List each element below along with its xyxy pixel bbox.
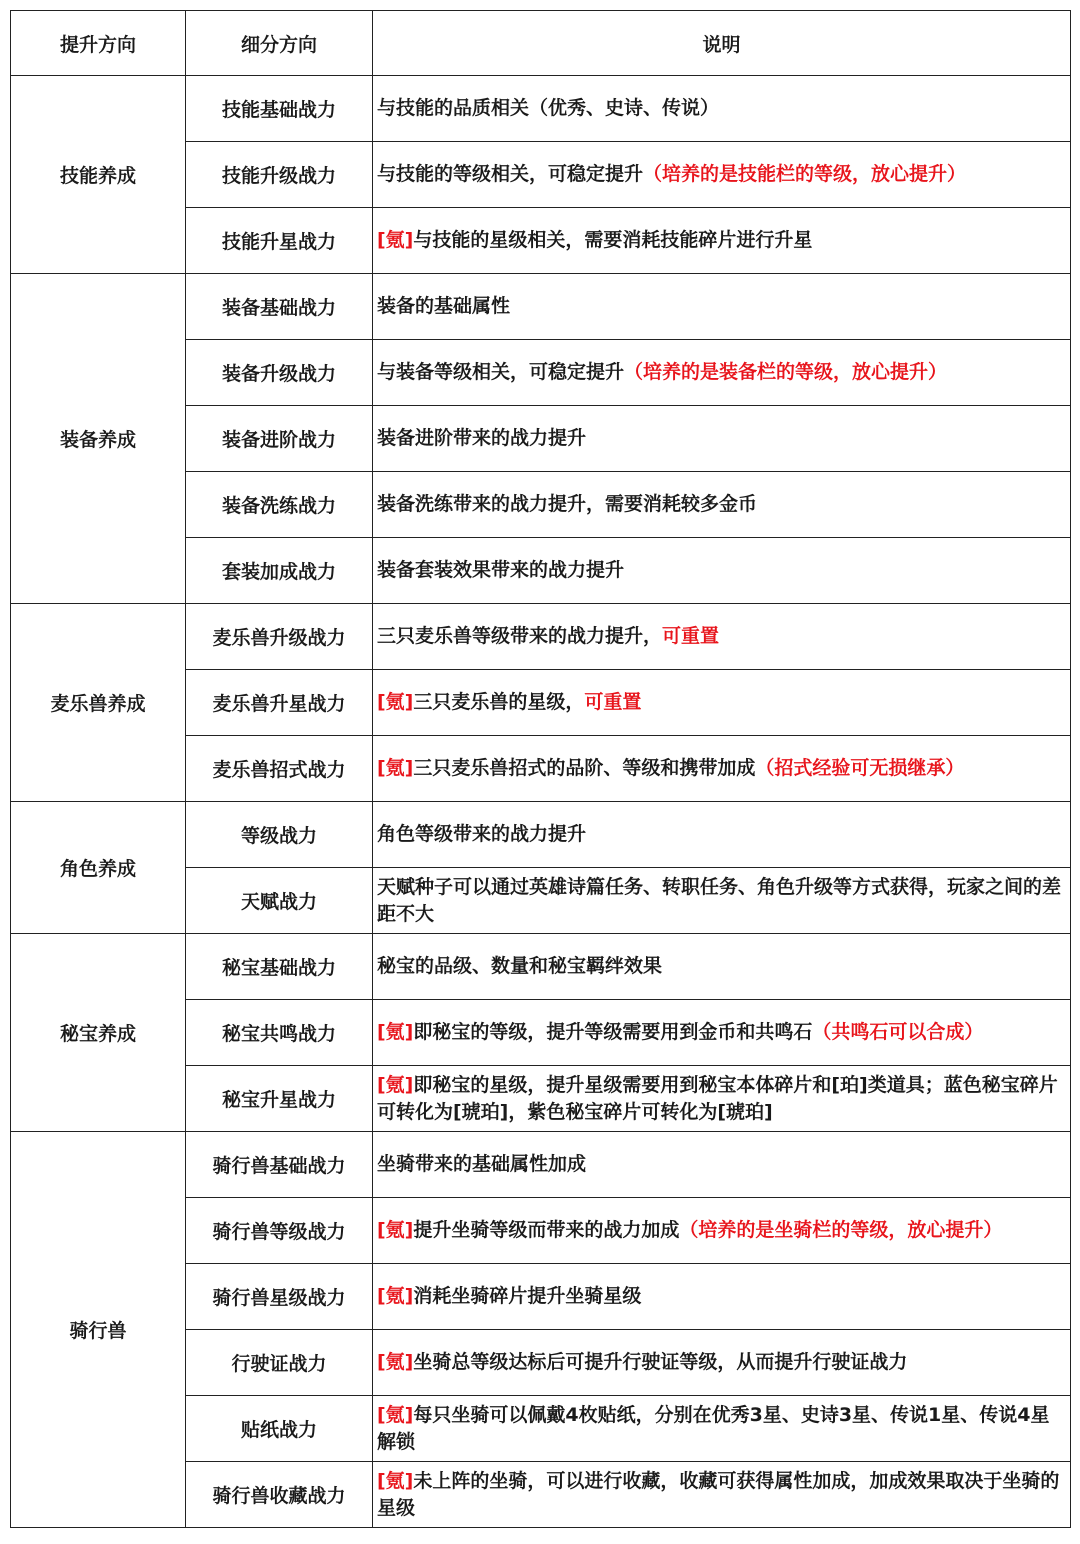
highlight-text: [氪] [377,757,414,779]
sub-direction-cell: 装备升级战力 [186,340,373,406]
highlight-text: 可重置 [662,625,720,647]
highlight-text: 可重置 [584,691,642,713]
description-text: 每只坐骑可以佩戴4枚贴纸，分别在优秀3星、史诗3星、传说1星、传说4星解锁 [377,1403,1050,1453]
description-text: 与技能的品质相关（优秀、史诗、传说） [377,97,720,119]
description-text: 装备套装效果带来的战力提升 [377,559,625,581]
description-cell [373,868,1071,934]
table-row [11,802,1071,868]
description-cell [373,1066,1071,1132]
sub-direction-cell: 秘宝共鸣战力 [186,1000,373,1066]
description-cell [373,1198,1071,1264]
header-direction: 提升方向 [11,11,186,76]
category-cell: 秘宝养成 [11,934,186,1132]
highlight-text: （培养的是装备栏的等级，放心提升） [624,361,948,383]
highlight-text: [氪] [377,691,414,713]
description-cell [373,472,1071,538]
description-text: 装备洗练带来的战力提升，需要消耗较多金币 [377,493,758,515]
description-text: 三只麦乐兽等级带来的战力提升， [377,625,663,647]
category-cell: 麦乐兽养成 [11,604,186,802]
description-cell [373,1330,1071,1396]
description-cell [373,1462,1071,1528]
description-text: 装备进阶带来的战力提升 [377,427,587,449]
highlight-text: [氪] [377,229,414,251]
description-cell [373,76,1071,142]
sub-direction-cell: 等级战力 [186,802,373,868]
description-cell [373,736,1071,802]
table-row [11,934,1071,1000]
sub-direction-cell: 麦乐兽升级战力 [186,604,373,670]
sub-direction-cell: 技能升级战力 [186,142,373,208]
table-row [11,76,1071,142]
highlight-text: [氪] [377,1469,414,1492]
header-description: 说明 [373,11,1071,76]
sub-direction-cell: 技能升星战力 [186,208,373,274]
description-cell [373,1000,1071,1066]
description-text: 秘宝的品级、数量和秘宝羁绊效果 [377,955,663,977]
category-cell: 骑行兽 [11,1132,186,1528]
sub-direction-cell: 技能基础战力 [186,76,373,142]
table-row [11,604,1071,670]
sub-direction-cell: 秘宝升星战力 [186,1066,373,1132]
description-text: 三只麦乐兽招式的品阶、等级和携带加成 [413,757,756,779]
sub-direction-cell: 骑行兽等级战力 [186,1198,373,1264]
category-cell: 角色养成 [11,802,186,934]
description-cell [373,208,1071,274]
category-cell: 装备养成 [11,274,186,604]
table-row [11,274,1071,340]
highlight-text: [氪] [377,1219,414,1241]
sub-direction-cell: 套装加成战力 [186,538,373,604]
sub-direction-cell: 装备基础战力 [186,274,373,340]
description-cell [373,1264,1071,1330]
highlight-text: （招式经验可无损继承） [755,757,965,779]
description-text: 消耗坐骑碎片提升坐骑星级 [413,1285,642,1307]
description-text: 即秘宝的星级，提升星级需要用到秘宝本体碎片和[珀]类道具；蓝色秘宝碎片可转化为[琥珀]，紫色秘宝碎片可转化为[琥珀] [377,1073,1058,1123]
description-text: 装备的基础属性 [377,295,511,317]
description-text: 提升坐骑等级而带来的战力加成 [413,1219,680,1241]
highlight-text: [氪] [377,1285,414,1307]
description-cell [373,274,1071,340]
highlight-text: （培养的是技能栏的等级，放心提升） [643,163,967,185]
description-cell [373,406,1071,472]
description-text: 与技能的等级相关，可稳定提升 [377,163,644,185]
highlight-text: [氪] [377,1351,414,1373]
sub-direction-cell: 麦乐兽招式战力 [186,736,373,802]
description-cell [373,142,1071,208]
description-text: 三只麦乐兽的星级， [413,691,585,713]
description-text: 即秘宝的等级，提升等级需要用到金币和共鸣石 [413,1021,813,1043]
description-cell [373,538,1071,604]
table-row [11,1132,1071,1198]
sub-direction-cell: 麦乐兽升星战力 [186,670,373,736]
description-text: 与装备等级相关，可稳定提升 [377,361,625,383]
header-sub-direction: 细分方向 [186,11,373,76]
description-cell [373,1132,1071,1198]
sub-direction-cell: 天赋战力 [186,868,373,934]
description-text: 角色等级带来的战力提升 [377,823,587,845]
highlight-text: [氪] [377,1021,414,1043]
description-cell [373,670,1071,736]
description-text: 坐骑总等级达标后可提升行驶证等级，从而提升行驶证战力 [413,1351,908,1373]
table-body [11,76,1071,1528]
power-upgrade-table [10,10,1071,1528]
sub-direction-cell: 骑行兽基础战力 [186,1132,373,1198]
description-cell [373,1396,1071,1462]
header-row [11,11,1071,76]
description-cell [373,340,1071,406]
highlight-text: [氪] [377,1403,414,1426]
description-cell [373,802,1071,868]
description-text: 与技能的星级相关，需要消耗技能碎片进行升星 [413,229,813,251]
sub-direction-cell: 行驶证战力 [186,1330,373,1396]
description-cell [373,604,1071,670]
sub-direction-cell: 装备进阶战力 [186,406,373,472]
sub-direction-cell: 骑行兽收藏战力 [186,1462,373,1528]
sub-direction-cell: 贴纸战力 [186,1396,373,1462]
highlight-text: [氪] [377,1073,414,1096]
sub-direction-cell: 秘宝基础战力 [186,934,373,1000]
sub-direction-cell: 骑行兽星级战力 [186,1264,373,1330]
category-cell: 技能养成 [11,76,186,274]
description-text: 坐骑带来的基础属性加成 [377,1153,587,1175]
highlight-text: （培养的是坐骑栏的等级，放心提升） [679,1219,1003,1241]
description-text: 天赋种子可以通过英雄诗篇任务、转职任务、角色升级等方式获得，玩家之间的差距不大 [377,875,1062,925]
sub-direction-cell: 装备洗练战力 [186,472,373,538]
highlight-text: （共鸣石可以合成） [812,1021,984,1043]
description-text: 未上阵的坐骑，可以进行收藏，收藏可获得属性加成，加成效果取决于坐骑的星级 [377,1469,1060,1519]
description-cell [373,934,1071,1000]
